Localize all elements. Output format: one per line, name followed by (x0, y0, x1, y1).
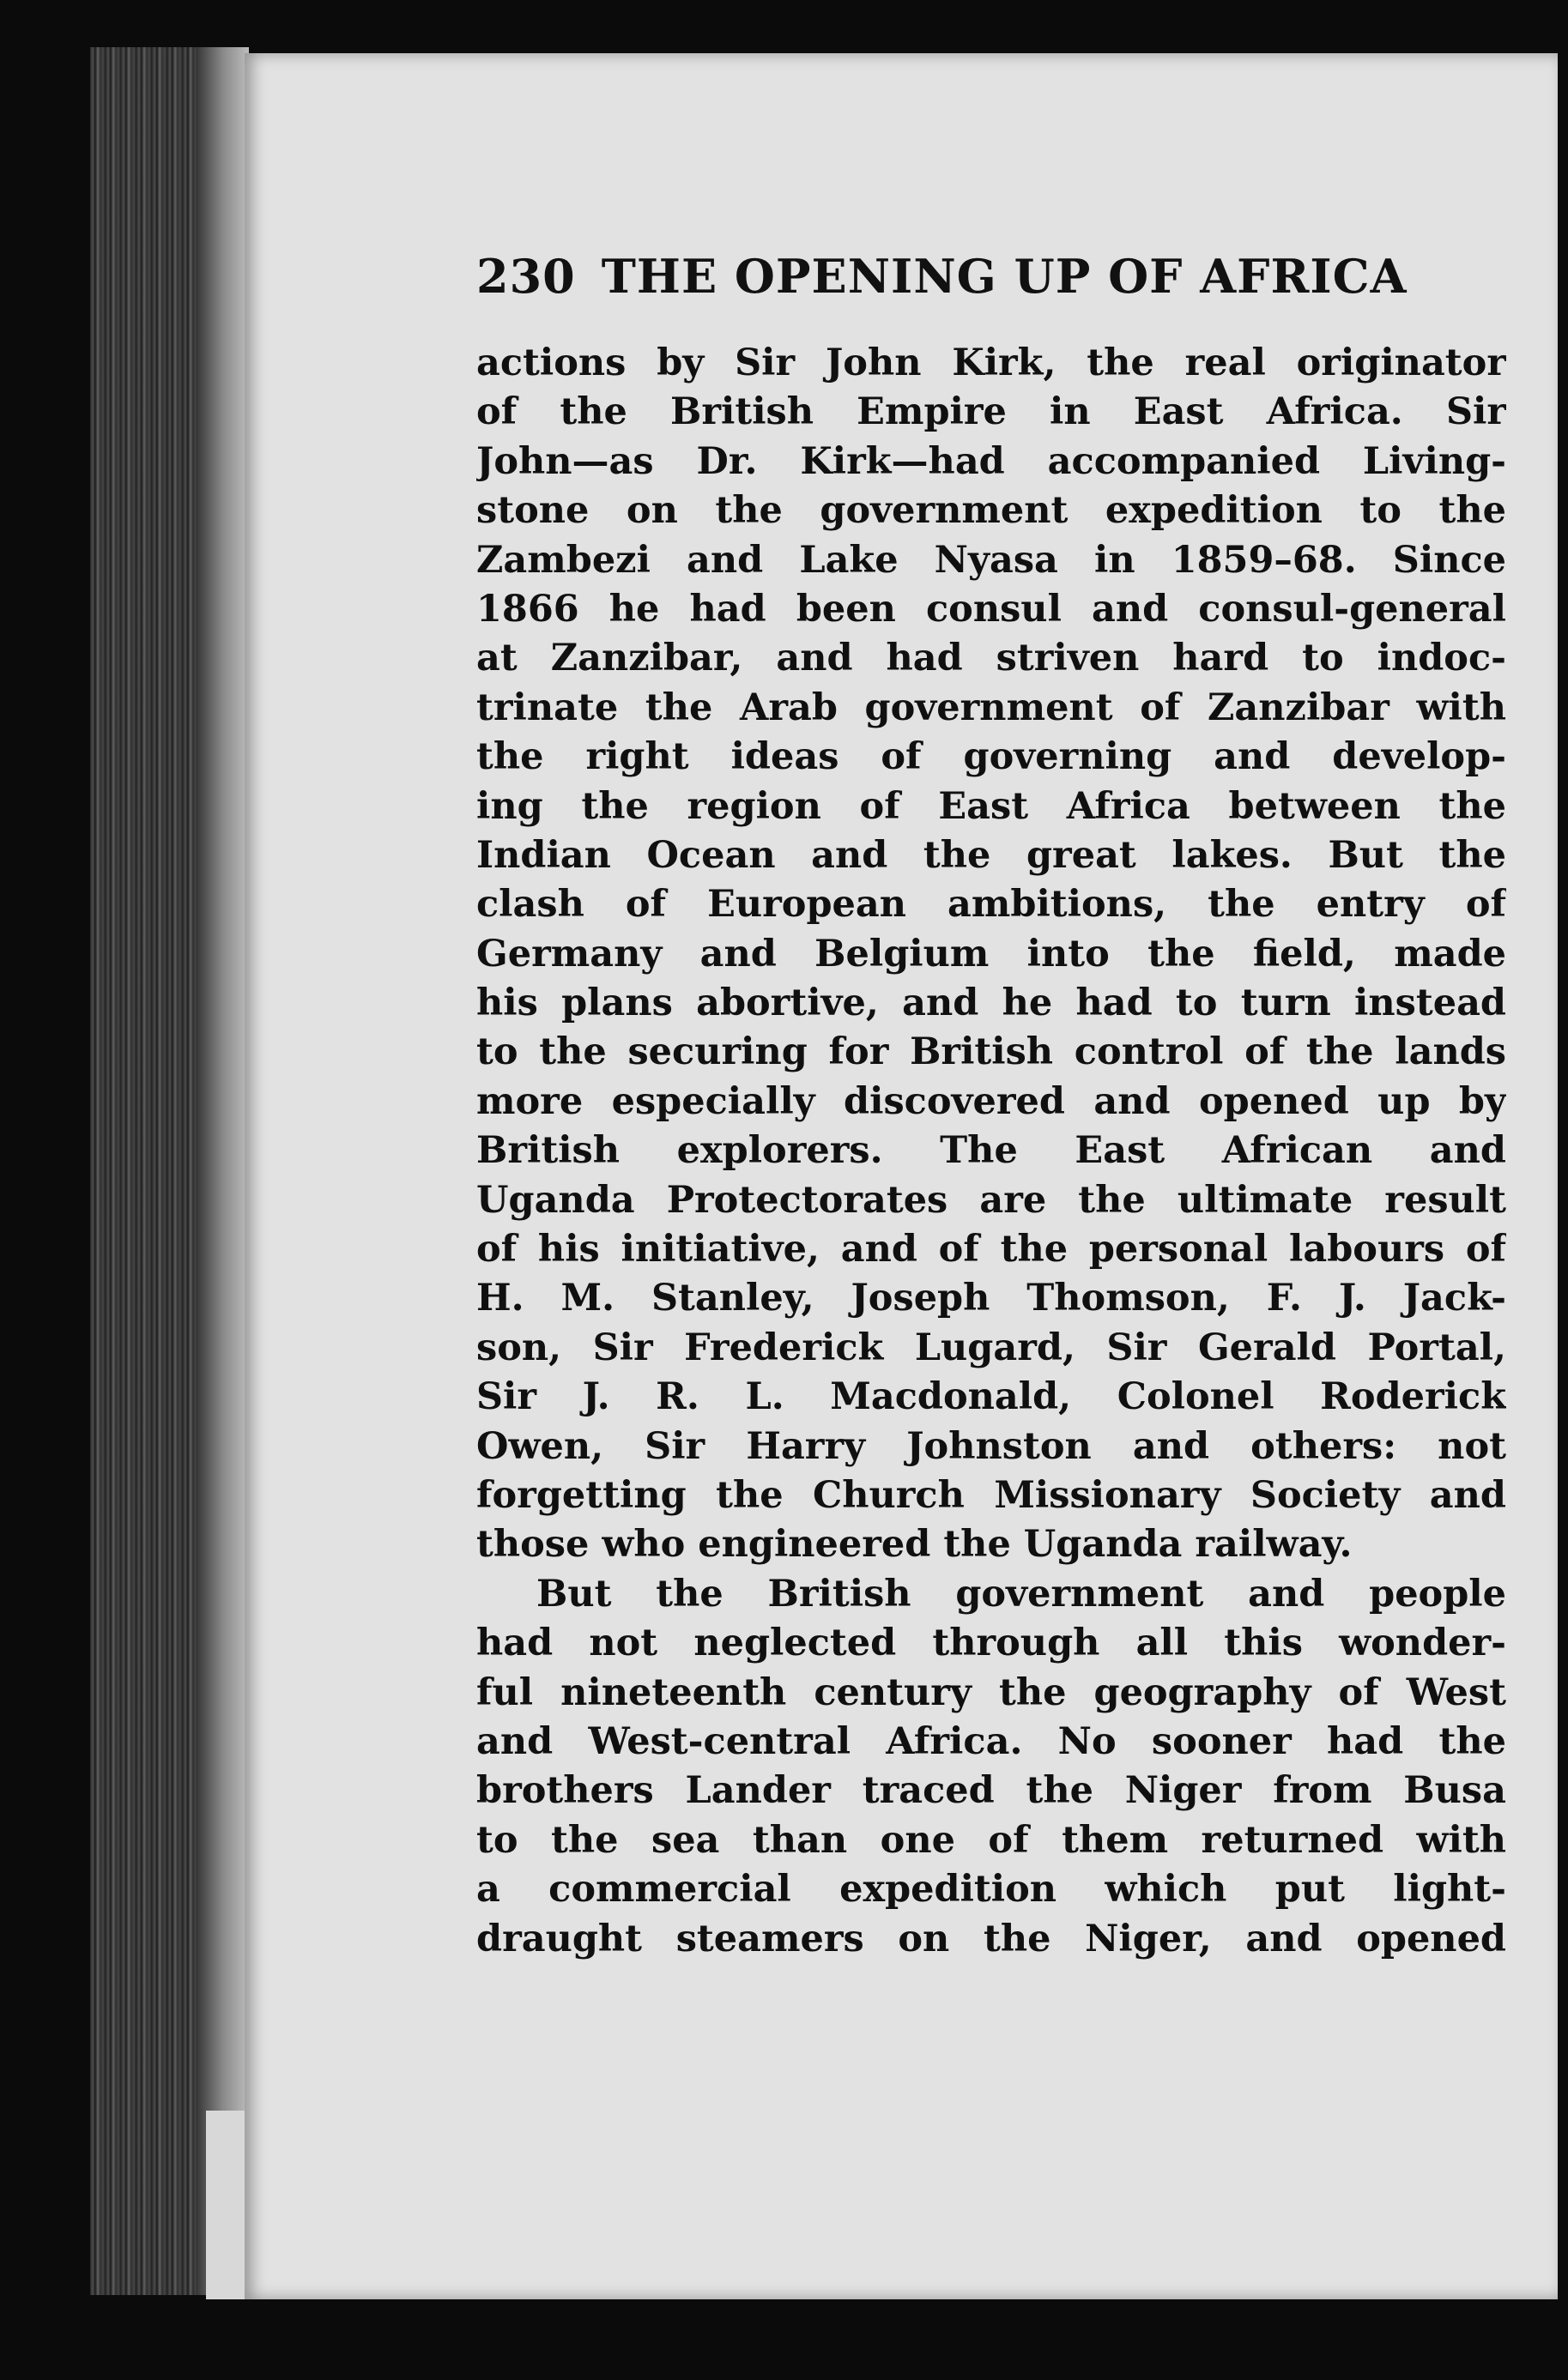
text-line: trinate the Arab government of Zanzibar with (476, 686, 1506, 729)
text-line: a commercial expedition which put light- (476, 1868, 1506, 1912)
text-line: of the British Empire in East Africa. Sir (476, 390, 1506, 434)
text-line: Owen, Sir Harry Johnston and others: not (476, 1424, 1506, 1468)
text-line: at Zanzibar, and had striven hard to indoc- (476, 637, 1506, 680)
text-line: British explorers. The East African and (476, 1129, 1506, 1173)
text-line: John—as Dr. Kirk—had accompanied Living- (476, 439, 1506, 483)
page-number: 230 (476, 249, 576, 304)
text-line: Indian Ocean and the great lakes. But the (476, 833, 1506, 877)
text-line: ing the region of East Africa between the (476, 784, 1506, 828)
text-line: forgetting the Church Missionary Society and (476, 1473, 1506, 1517)
text-line: Zambezi and Lake Nyasa in 1859–68. Since (476, 538, 1506, 582)
text-line: had not neglected through all this wonder- (476, 1622, 1506, 1665)
paragraph-2 (476, 1570, 1506, 1964)
text-line: 1866 he had been consul and consul-general (476, 587, 1506, 631)
text-line: the right ideas of governing and develop- (476, 735, 1506, 779)
book-gutter (197, 47, 249, 2295)
text-line: Sir J. R. L. Macdonald, Colonel Roderick (476, 1375, 1506, 1419)
text-line: But the British government and people (536, 1572, 1506, 1616)
text-line: to the sea than one of them returned with (476, 1818, 1506, 1862)
running-head (476, 249, 1420, 304)
text-line: to the securing for British control of the lands (476, 1030, 1506, 1074)
text-line: of his initiative, and of the personal labours of (476, 1228, 1506, 1272)
body-text (476, 339, 1506, 1964)
text-line: actions by Sir John Kirk, the real originator (476, 341, 1506, 384)
text-line: more especially discovered and opened up by (476, 1079, 1506, 1123)
text-line: those who engineered the Uganda railway. (476, 1523, 1353, 1567)
text-line: son, Sir Frederick Lugard, Sir Gerald Portal, (476, 1326, 1506, 1369)
text-line: Uganda Protectorates are the ultimate result (476, 1178, 1506, 1222)
text-line: and West-central Africa. No sooner had the (476, 1719, 1506, 1763)
paragraph-1 (476, 339, 1506, 1570)
text-line: draught steamers on the Niger, and opened (476, 1917, 1506, 1960)
text-line: H. M. Stanley, Joseph Thomson, F. J. Jack- (476, 1277, 1506, 1320)
text-line: clash of European ambitions, the entry of (476, 883, 1506, 927)
text-line: brothers Lander traced the Niger from Busa (476, 1769, 1506, 1813)
text-line: ful nineteenth century the geography of West (476, 1670, 1506, 1714)
text-line: Germany and Belgium into the field, made (476, 932, 1506, 976)
running-title: THE OPENING UP OF AFRICA (601, 249, 1408, 304)
text-line: his plans abortive, and he had to turn instead (476, 982, 1506, 1025)
text-line: stone on the government expedition to the (476, 489, 1506, 533)
